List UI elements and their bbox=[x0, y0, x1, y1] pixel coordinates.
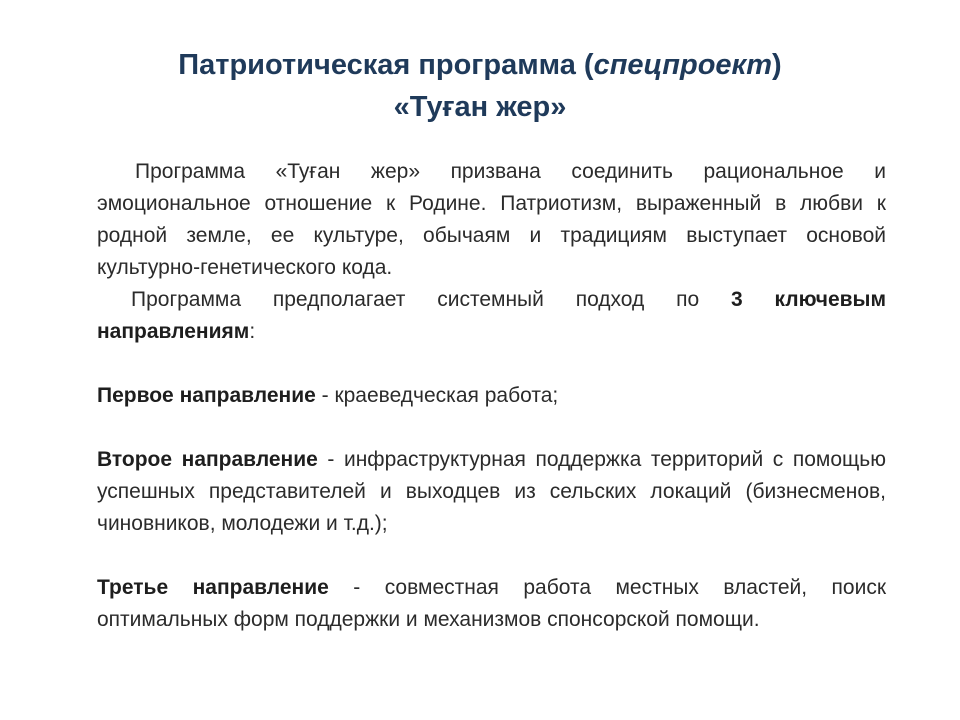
intro-paragraph-1: Программа «Туған жер» призвана соединить рациональное и эмоциональное отношение к Родине. Патриотизм, выраженный в любви к родной земле, ее культуре, обычаям и традициям выступает основой культурно-генетического кода. bbox=[97, 160, 886, 279]
slide-title bbox=[60, 44, 900, 128]
direction-2 bbox=[97, 444, 886, 540]
direction-3-name: Третье направление bbox=[97, 576, 329, 599]
direction-3 bbox=[97, 572, 886, 636]
direction-3-text: - совместная работа местных властей, поиск оптимальных форм поддержки и механизмов спонсорской помощи. bbox=[97, 576, 887, 631]
intro-paragraph-2 bbox=[97, 284, 886, 348]
intro-paragraph-2-bold: 3 ключевым направлениям bbox=[97, 288, 887, 343]
title-line-1-start: Патриотическая программа ( bbox=[178, 49, 594, 81]
title-line-2: «Туған жер» bbox=[393, 91, 567, 123]
spacer bbox=[97, 540, 886, 572]
title-line-1 bbox=[60, 44, 900, 86]
title-line-1-end: ) bbox=[772, 49, 782, 81]
direction-2-text: - инфраструктурная поддержка территорий с помощью успешных представителей и выходцев из сельских локаций (бизнесменов, чиновников, молодежи и т.д.); bbox=[97, 448, 886, 535]
direction-1 bbox=[97, 380, 886, 412]
slide-body bbox=[97, 156, 886, 636]
title-italic-word: спецпроект bbox=[593, 49, 773, 81]
direction-1-text: - краеведческая работа; bbox=[315, 384, 559, 407]
direction-2-name: Второе направление bbox=[97, 448, 318, 471]
intro-paragraph-2-text: Программа предполагает системный подход по bbox=[131, 288, 731, 311]
intro-paragraph-2-end: : bbox=[249, 320, 256, 343]
direction-1-name: Первое направление bbox=[97, 384, 316, 407]
spacer bbox=[97, 348, 886, 380]
spacer bbox=[97, 412, 886, 444]
